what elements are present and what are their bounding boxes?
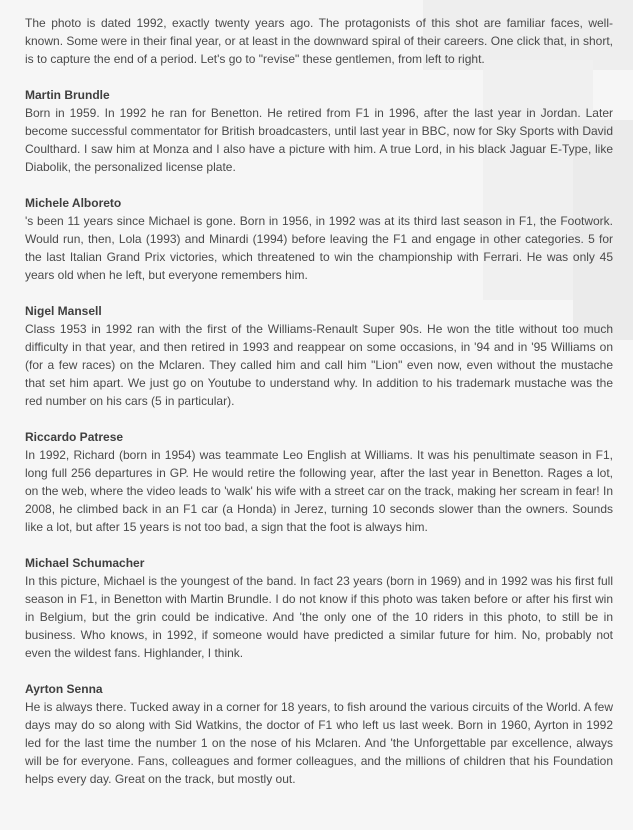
section-michele-alboreto	[25, 194, 613, 284]
section-heading: Riccardo Patrese	[25, 430, 124, 444]
section-heading: Michele Alboreto	[25, 196, 122, 210]
section-text: He is always there. Tucked away in a corner for 18 years, to fish around the various circuits of the World. A few days may do so along with Sid Watkins, the doctor of F1 who left us last week. Born in 1960, Ayrton in 1992 led for the last time the number 1 on the nose of his Mclaren. And 'the Unforgettable par excellence, always will be for everyone. Fans, colleagues and former colleagues, and the millions of children that his Foundation helps every day. Great on the track, but mostly out.	[25, 700, 613, 786]
section-martin-brundle	[25, 86, 613, 176]
section-heading: Ayrton Senna	[25, 682, 103, 696]
section-text: Class 1953 in 1992 ran with the first of the Williams-Renault Super 90s. He won the title without too much difficulty in that year, and then retired in 1993 and reappear on some occasions, in '94 and in '95 Williams on (for a few races) on the Mclaren. They called him and call him "Lion" even now, even without the mustache that set him apart. We just go on Youtube to understand why. In addition to his trademark mustache was the red number on his cars (5 in particular).	[25, 322, 613, 408]
section-heading: Nigel Mansell	[25, 304, 102, 318]
section-text: In 1992, Richard (born in 1954) was teammate Leo English at Williams. It was his penultimate season in F1, long full 256 departures in GP. He would retire the following year, after the last year in Benetton. Rages a lot, on the web, where the video leads to 'walk' his wife with a street car on the track, making her scream in fear! In 2008, he climbed back in an F1 car (a Honda) in Jerez, turning 10 seconds slower than the owners. Sounds like a lot, but after 15 years is not too bad, a sign that the foot is always him.	[25, 448, 613, 534]
section-text: In this picture, Michael is the youngest of the band. In fact 23 years (born in 1969) and in 1992 was his first full season in F1, in Benetton with Martin Brundle. I do not know if this photo was taken before or after his first win in Belgium, but the grin could be indicative. And 'the only one of the 10 riders in this photo, to still be in business. Who knows, in 1992, if someone would have predicted a similar future for him. No, probably not even the wildest fans. Highlander, I think.	[25, 574, 613, 660]
intro-paragraph: The photo is dated 1992, exactly twenty years ago. The protagonists of this shot are familiar faces, well-known. Some were in their final year, or at least in the downward spiral of their careers. One click that, in short, is to capture the end of a period. Let's go to "revise" these gentlemen, from left to right.	[25, 16, 613, 66]
section-ayrton-senna	[25, 680, 613, 788]
section-heading: Michael Schumacher	[25, 556, 145, 570]
section-riccardo-patrese	[25, 428, 613, 536]
article-content	[25, 14, 613, 806]
section-text: Born in 1959. In 1992 he ran for Benetton. He retired from F1 in 1996, after the last year in Jordan. Later become successful commentator for British broadcasters, until last year in BBC, now for Sky Sports with David Coulthard. I saw him at Monza and I also have a picture with him. A true Lord, in his black Jaguar E-Type, like Diabolik, the personalized license plate.	[25, 106, 613, 174]
section-text: 's been 11 years since Michael is gone. Born in 1956, in 1992 was at its third last season in F1, the Footwork. Would run, then, Lola (1993) and Minardi (1994) before leaving the F1 and engage in other categories. 5 for the last Italian Grand Prix victories, which threatened to win the championship with Ferrari. He was only 45 years old when he left, but everyone remembers him.	[25, 214, 613, 282]
section-nigel-mansell	[25, 302, 613, 410]
section-michael-schumacher	[25, 554, 613, 662]
section-heading: Martin Brundle	[25, 88, 110, 102]
